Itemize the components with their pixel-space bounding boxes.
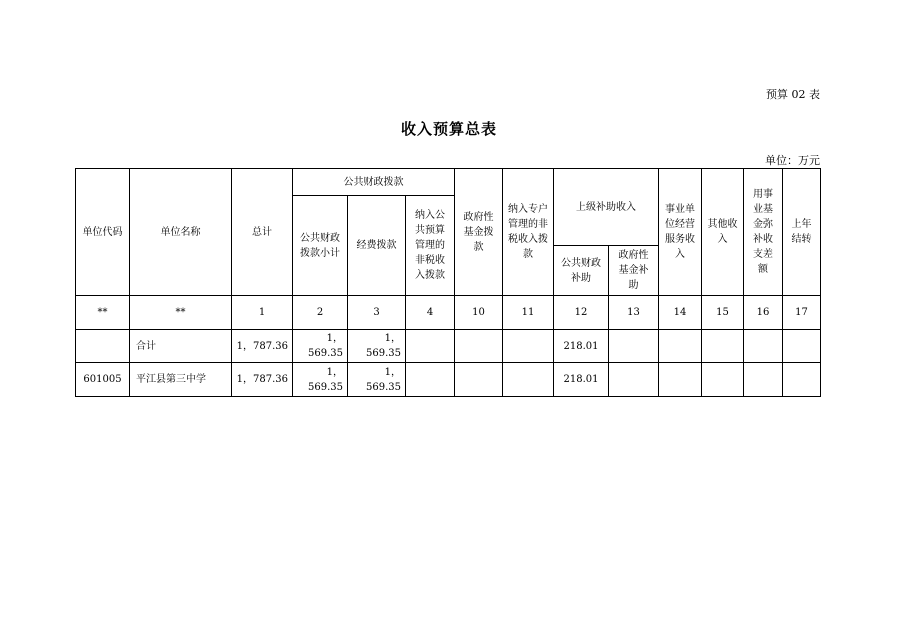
pf-subtotal-cell: 1，569.35 — [293, 330, 348, 363]
budget-table — [75, 168, 821, 397]
empty-cell — [744, 330, 783, 363]
header-unit-code: 单位代码 — [76, 169, 130, 296]
index-row — [76, 296, 821, 330]
unit-code-cell: 601005 — [76, 363, 130, 397]
unit-name-cell: 平江县第三中学 — [130, 363, 232, 397]
header-pf-subtotal: 公共财政拨款小计 — [293, 196, 348, 296]
index-cell: 1 — [232, 296, 293, 330]
us-public-cell: 218.01 — [554, 330, 609, 363]
index-cell: 11 — [503, 296, 554, 330]
table-row — [76, 330, 821, 363]
header-business: 事业单位经营服务收入 — [659, 169, 702, 296]
empty-cell — [406, 330, 455, 363]
header-other: 其他收入 — [702, 169, 744, 296]
index-cell: 15 — [702, 296, 744, 330]
unit-code-cell — [76, 330, 130, 363]
header-public-finance: 公共财政拨款 — [293, 169, 455, 196]
empty-cell — [659, 363, 702, 397]
empty-cell — [659, 330, 702, 363]
empty-cell — [503, 363, 554, 397]
empty-cell — [455, 330, 503, 363]
total-cell: 1，787.36 — [232, 363, 293, 397]
index-cell: 12 — [554, 296, 609, 330]
page-title: 收入预算总表 — [400, 120, 497, 138]
empty-cell — [455, 363, 503, 397]
empty-cell — [702, 363, 744, 397]
pf-subtotal-cell: 1，569.35 — [293, 363, 348, 397]
us-public-cell: 218.01 — [554, 363, 609, 397]
empty-cell — [702, 330, 744, 363]
index-cell: 17 — [783, 296, 821, 330]
table-row — [76, 363, 821, 397]
index-cell: 10 — [455, 296, 503, 330]
header-gov-fund: 政府性基金拨款 — [455, 169, 503, 296]
index-cell: ** — [130, 296, 232, 330]
header-nontax-special: 纳入专户管理的非税收入拨款 — [503, 169, 554, 296]
unit-name-cell: 合计 — [130, 330, 232, 363]
header-total: 总计 — [232, 169, 293, 296]
header-upper-subsidy: 上级补助收入 — [554, 169, 659, 246]
header-unit-name: 单位名称 — [130, 169, 232, 296]
total-cell: 1，787.36 — [232, 330, 293, 363]
header-us-gov-fund: 政府性基金补助 — [609, 246, 659, 296]
header-us-public: 公共财政补助 — [554, 246, 609, 296]
empty-cell — [609, 363, 659, 397]
index-cell: 13 — [609, 296, 659, 330]
header-carryover: 上年结转 — [783, 169, 821, 296]
index-cell: 16 — [744, 296, 783, 330]
index-cell: 4 — [406, 296, 455, 330]
empty-cell — [783, 363, 821, 397]
empty-cell — [744, 363, 783, 397]
empty-cell — [503, 330, 554, 363]
header-nontax-budget: 纳入公共预算管理的非税收入拨款 — [406, 196, 455, 296]
empty-cell — [609, 330, 659, 363]
form-number: 预算 02 表 — [766, 88, 820, 101]
index-cell: ** — [76, 296, 130, 330]
operating-cell: 1，569.35 — [348, 363, 406, 397]
header-fund-makeup: 用事业基金弥补收支差额 — [744, 169, 783, 296]
empty-cell — [783, 330, 821, 363]
index-cell: 2 — [293, 296, 348, 330]
header-operating: 经费拨款 — [348, 196, 406, 296]
unit-label: 单位：万元 — [765, 154, 820, 167]
index-cell: 14 — [659, 296, 702, 330]
operating-cell: 1，569.35 — [348, 330, 406, 363]
empty-cell — [406, 363, 455, 397]
index-cell: 3 — [348, 296, 406, 330]
